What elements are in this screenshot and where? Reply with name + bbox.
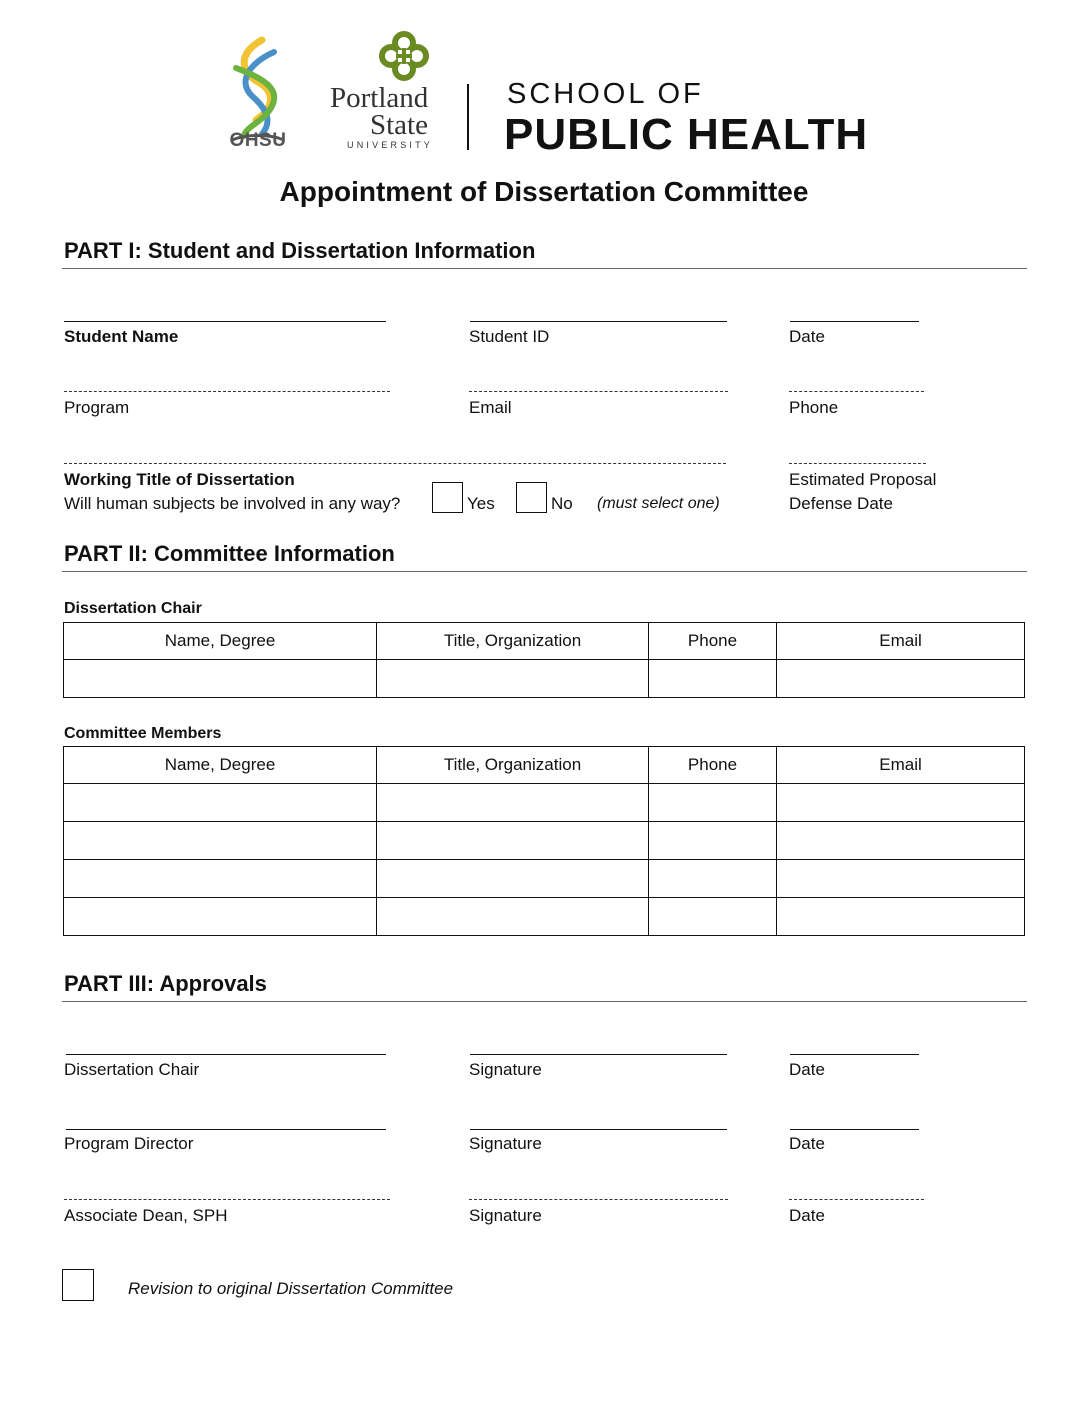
table-cell[interactable] (377, 860, 649, 898)
table-cell[interactable] (649, 822, 777, 860)
working-title-field[interactable] (64, 463, 726, 464)
director-date-label: Date (789, 1134, 825, 1153)
part3-heading: PART III: Approvals (64, 971, 267, 996)
student-id-field[interactable] (470, 321, 727, 322)
column-header: Title, Organization (377, 623, 649, 660)
psu-logo-portland: Portland (330, 82, 429, 114)
program-field[interactable] (64, 391, 390, 392)
table-cell[interactable] (777, 898, 1025, 936)
human-subjects-no-checkbox[interactable] (516, 482, 547, 513)
school-of-label: SCHOOL OF (507, 78, 704, 110)
director-date-field[interactable] (790, 1129, 919, 1130)
table-cell[interactable] (649, 660, 777, 698)
part2-heading: PART II: Committee Information (64, 541, 395, 566)
student-name-field[interactable] (64, 321, 386, 322)
phone-label: Phone (789, 398, 839, 417)
header-divider (467, 84, 469, 150)
table-cell[interactable] (777, 822, 1025, 860)
part3-divider (62, 1001, 1027, 1002)
committee-members-table (63, 746, 1025, 936)
table-cell[interactable] (377, 784, 649, 822)
proposal-date-field[interactable] (789, 463, 926, 464)
public-health-label: PUBLIC HEALTH (504, 110, 869, 159)
table-cell[interactable] (649, 860, 777, 898)
director-signature-label: Signature (469, 1134, 542, 1153)
ohsu-logo-text: OHSU (229, 130, 287, 151)
dean-date-field[interactable] (789, 1199, 924, 1200)
table-cell[interactable] (377, 660, 649, 698)
dean-signature-label: Signature (469, 1206, 542, 1225)
email-label: Email (469, 398, 512, 417)
dean-date-label: Date (789, 1206, 825, 1225)
human-subjects-question: Will human subjects be involved in any way? (64, 494, 401, 513)
yes-label: Yes (467, 494, 495, 513)
table-row (64, 660, 1025, 698)
director-signature-field[interactable] (470, 1129, 727, 1130)
proposal-label-line2: Defense Date (789, 494, 893, 513)
table-cell[interactable] (377, 898, 649, 936)
dean-signature-field[interactable] (469, 1199, 728, 1200)
no-label: No (551, 494, 573, 513)
student-name-label: Student Name (64, 327, 179, 346)
director-name-field[interactable] (66, 1129, 386, 1130)
working-title-label: Working Title of Dissertation (64, 470, 295, 489)
page-title: Appointment of Dissertation Committee (279, 176, 809, 207)
table-row (64, 822, 1025, 860)
table-row (64, 860, 1025, 898)
table-cell[interactable] (64, 822, 377, 860)
must-select-note: (must select one) (597, 495, 720, 512)
revision-label: Revision to original Dissertation Committee (128, 1279, 454, 1298)
table-row (64, 898, 1025, 936)
chair-date-field[interactable] (790, 1054, 919, 1055)
column-header: Title, Organization (377, 747, 649, 784)
table-header-row (64, 747, 1025, 784)
program-director-label: Program Director (64, 1134, 194, 1153)
part2-divider (62, 571, 1027, 572)
table-cell[interactable] (377, 822, 649, 860)
date-field[interactable] (790, 321, 919, 322)
column-header: Name, Degree (64, 623, 377, 660)
chair-signature-field[interactable] (470, 1054, 727, 1055)
table-header-row (64, 623, 1025, 660)
dean-name-field[interactable] (64, 1199, 390, 1200)
proposal-label-line1: Estimated Proposal (789, 470, 937, 489)
chair-date-label: Date (789, 1060, 825, 1079)
psu-logo-state: State (370, 109, 428, 141)
revision-checkbox[interactable] (62, 1269, 94, 1301)
table-cell[interactable] (64, 898, 377, 936)
dissertation-chair-approval-label: Dissertation Chair (64, 1060, 200, 1079)
column-header: Email (777, 623, 1025, 660)
part1-divider (62, 268, 1027, 269)
table-cell[interactable] (64, 784, 377, 822)
table-cell[interactable] (777, 784, 1025, 822)
committee-members-label: Committee Members (64, 725, 222, 742)
column-header: Phone (649, 623, 777, 660)
table-cell[interactable] (649, 898, 777, 936)
table-cell[interactable] (777, 660, 1025, 698)
part1-heading: PART I: Student and Dissertation Information (64, 238, 536, 263)
psu-logo-university: UNIVERSITY (347, 140, 434, 150)
date-label: Date (789, 327, 825, 346)
chair-signature-label: Signature (469, 1060, 542, 1079)
column-header: Phone (649, 747, 777, 784)
table-cell[interactable] (64, 660, 377, 698)
column-header: Name, Degree (64, 747, 377, 784)
psu-logo-icon (378, 30, 430, 82)
student-id-label: Student ID (469, 327, 550, 346)
human-subjects-yes-checkbox[interactable] (432, 482, 463, 513)
table-row (64, 784, 1025, 822)
dissertation-chair-label: Dissertation Chair (64, 600, 202, 617)
dissertation-chair-table (63, 622, 1025, 698)
phone-field[interactable] (789, 391, 924, 392)
column-header: Email (777, 747, 1025, 784)
chair-name-field[interactable] (66, 1054, 386, 1055)
associate-dean-label: Associate Dean, SPH (64, 1206, 228, 1225)
table-cell[interactable] (649, 784, 777, 822)
table-cell[interactable] (777, 860, 1025, 898)
table-cell[interactable] (64, 860, 377, 898)
program-label: Program (64, 398, 130, 417)
email-field[interactable] (469, 391, 728, 392)
